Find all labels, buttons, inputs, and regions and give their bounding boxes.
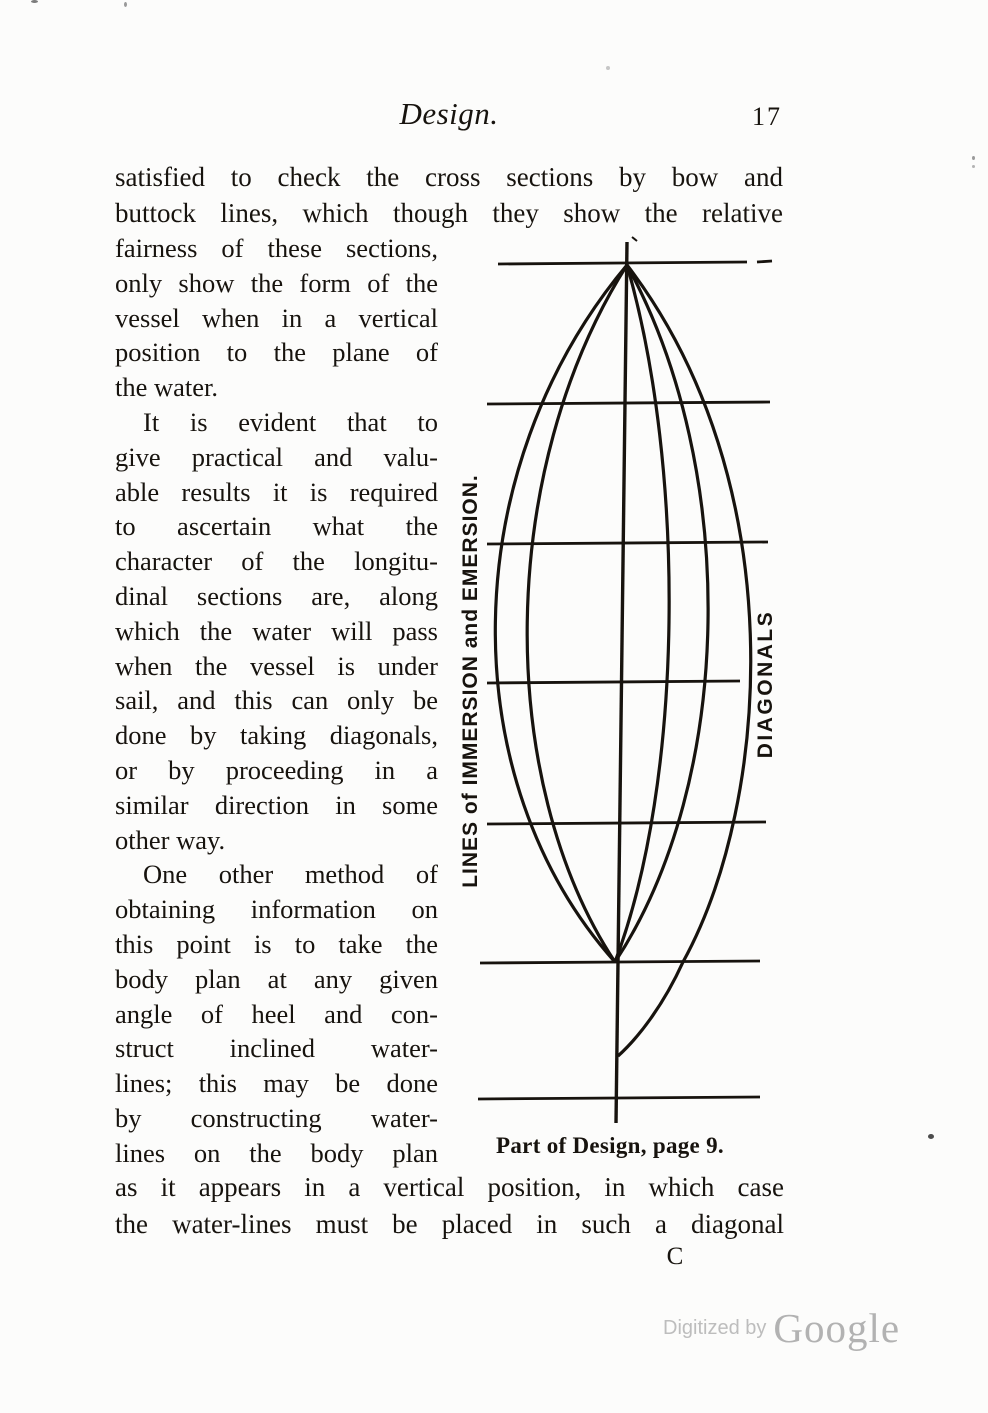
running-title: Design. bbox=[399, 96, 499, 131]
scan-speck bbox=[928, 1134, 934, 1139]
top-paragraph bbox=[115, 159, 783, 231]
diagonal-curve-outer bbox=[618, 265, 751, 1056]
signature-mark: C bbox=[666, 1243, 684, 1270]
text-line: only show the form of the bbox=[115, 267, 438, 298]
text-line: to ascertain what the bbox=[115, 511, 438, 542]
text-line: as it appears in a vertical position, in which case bbox=[115, 1172, 784, 1202]
text-line: character of the longitu- bbox=[115, 546, 438, 577]
text-line: lines on the body plan bbox=[115, 1137, 438, 1168]
text-line: done by taking diagonals, bbox=[115, 720, 438, 751]
diagonal-curve-middle bbox=[615, 265, 708, 962]
text-line: or by proceeding in a bbox=[115, 754, 438, 785]
scan-speck bbox=[972, 156, 975, 160]
digitized-by-text: Digitized by bbox=[663, 1316, 767, 1339]
waterline bbox=[478, 1097, 760, 1099]
text-line: It is evident that to bbox=[143, 406, 438, 437]
hull-lines-diagram bbox=[440, 228, 800, 1138]
digitization-watermark bbox=[663, 1300, 900, 1356]
text-line: obtaining information on bbox=[115, 894, 438, 925]
scan-speck bbox=[972, 165, 975, 168]
text-line: other way. bbox=[115, 824, 226, 855]
scan-speck bbox=[124, 2, 127, 7]
hull-curve-left-outer bbox=[495, 265, 627, 962]
text-line: able results it is required bbox=[115, 476, 438, 507]
google-wordmark: Google bbox=[773, 1304, 901, 1351]
text-line: the water-lines must be placed in such a diagonal bbox=[115, 1208, 784, 1239]
text-line: give practical and valu- bbox=[115, 441, 438, 472]
text-line: fairness of these sections, bbox=[115, 233, 438, 263]
figure-caption: Part of Design, page 9. bbox=[496, 1133, 724, 1158]
scan-speck bbox=[31, 0, 38, 3]
scan-speck bbox=[632, 237, 637, 241]
figure-label-immersion-emersion: LINES of IMMERSION and EMERSION. bbox=[459, 474, 482, 888]
text-line: body plan at any given bbox=[115, 963, 438, 994]
text-line: sail, and this can only be bbox=[115, 685, 438, 716]
text-line: this point is to take the bbox=[115, 928, 438, 959]
figure-label-diagonals: DIAGONALS bbox=[754, 609, 777, 759]
text-line: satisfied to check the cross sections by bow and bbox=[115, 162, 783, 192]
waterline-dash bbox=[757, 261, 772, 262]
text-line: similar direction in some bbox=[115, 789, 438, 820]
text-line: by constructing water- bbox=[115, 1102, 438, 1133]
text-line: when the vessel is under bbox=[115, 650, 438, 681]
text-line: position to the plane of bbox=[115, 337, 438, 368]
waterline bbox=[480, 961, 760, 963]
text-line: lines; this may be done bbox=[115, 1068, 438, 1099]
text-line: vessel when in a vertical bbox=[115, 302, 438, 333]
bottom-paragraph bbox=[115, 1169, 784, 1242]
hull-curve-left-inner bbox=[527, 265, 627, 962]
text-line: buttock lines, which though they show the relative bbox=[115, 198, 783, 228]
text-line: dinal sections are, along bbox=[115, 580, 438, 611]
page-number: 17 bbox=[752, 102, 782, 131]
text-line: One other method of bbox=[143, 859, 438, 890]
text-line: the water. bbox=[115, 372, 219, 403]
scan-speck bbox=[606, 66, 610, 70]
text-line: angle of heel and con- bbox=[115, 998, 438, 1029]
waterline bbox=[498, 262, 747, 264]
text-line: struct inclined water- bbox=[115, 1033, 438, 1064]
wrapped-text-column bbox=[115, 231, 438, 1171]
waterline bbox=[487, 681, 740, 683]
waterline bbox=[487, 402, 770, 404]
text-line: which the water will pass bbox=[115, 615, 438, 646]
waterline bbox=[487, 542, 768, 544]
